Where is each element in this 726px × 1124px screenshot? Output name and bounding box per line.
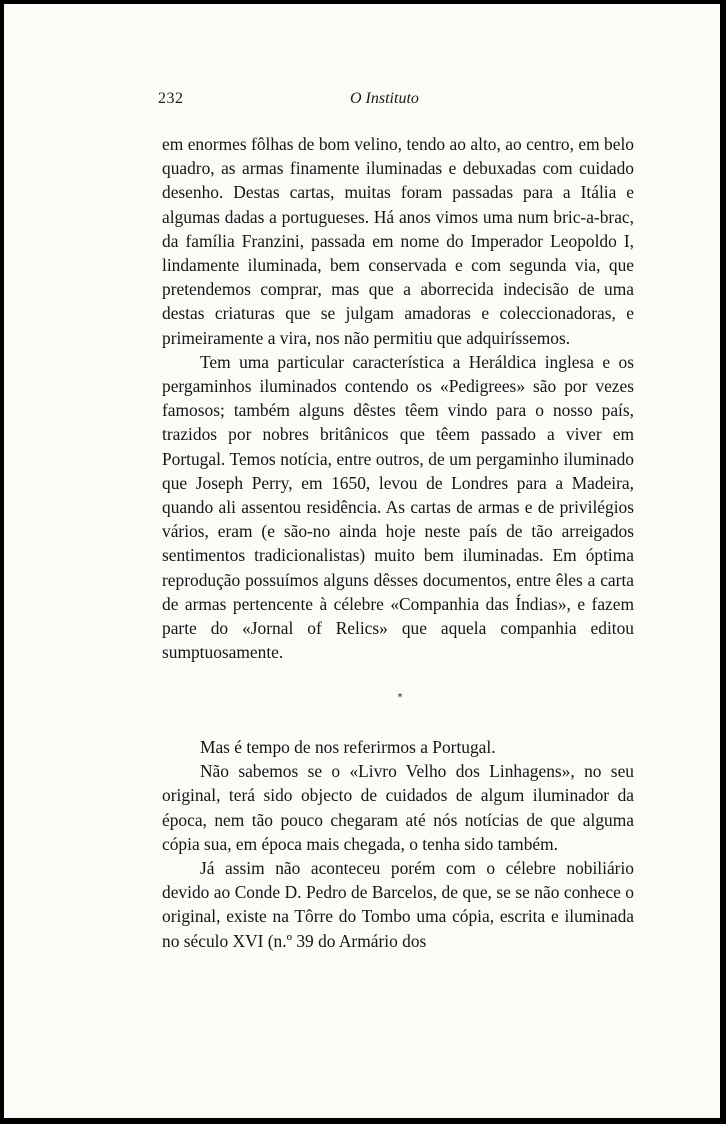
paragraph: Tem uma particular característica a Heráldica inglesa e os pergaminhos iluminados contendo os «Pedigrees» são por vezes famosos; também alguns dêstes têem vindo para o nosso país, trazidos por nobres britânicos que têem passado a viver em Portugal. Temos notícia, entre outros, de um pergaminho iluminado que Joseph Perry, em 1650, levou de Londres para a Madeira, quando ali assentou residência. As cartas de armas e de privilégios vários, eram (e são-no ainda hoje neste país de tão arreigados sentimentos tradicionalistas) muito bem iluminadas. Em óptima reprodução possuímos alguns dêsses documentos, entre êles a carta de armas pertencente à célebre «Companhia das Índias», e fazem parte do «Jornal of Relics» que aquela companhia editou sumptuosamente. <box>162 351 634 663</box>
section-separator: * <box>397 692 403 703</box>
page-header <box>4 90 720 114</box>
text-section-1 <box>162 132 634 664</box>
book-page <box>4 4 720 1118</box>
page-number: 232 <box>158 90 184 107</box>
paragraph: Já assim não aconteceu porém com o célebre nobiliário devido ao Conde D. Pedro de Barcelos, de que, se se não conhece o original, existe na Tôrre do Tombo uma cópia, escrita e iluminada no século XVI (n.º 39 do Armário dos <box>162 858 634 951</box>
running-title: O Instituto <box>350 90 419 107</box>
paragraph: Mas é tempo de nos referirmos a Portugal. <box>200 737 496 757</box>
paragraph: Não sabemos se o «Livro Velho dos Linhagens», no seu original, terá sido objecto de cuidados de algum iluminador da época, nem tão pouco chegaram até nós notícias de que alguma cópia sua, em época mais chegada, o tenha sido também. <box>162 761 634 854</box>
paragraph: em enormes fôlhas de bom velino, tendo ao alto, ao centro, em belo quadro, as armas finamente iluminadas e debuxadas com cuidado desenho. Destas cartas, muitas foram passadas para a Itália e algumas dadas a portugueses. Há anos vimos uma num bric-a-brac, da família Franzini, passada em nome do Imperador Leopoldo I, lindamente iluminada, bem conservada e com segunda via, que pretendemos comprar, mas que a aborrecida indecisão de uma destas criaturas que se julgam amadoras e coleccionadoras, e primeiramente a vira, nos não permitiu que adquiríssemos. <box>162 134 634 348</box>
text-section-2 <box>162 735 634 953</box>
